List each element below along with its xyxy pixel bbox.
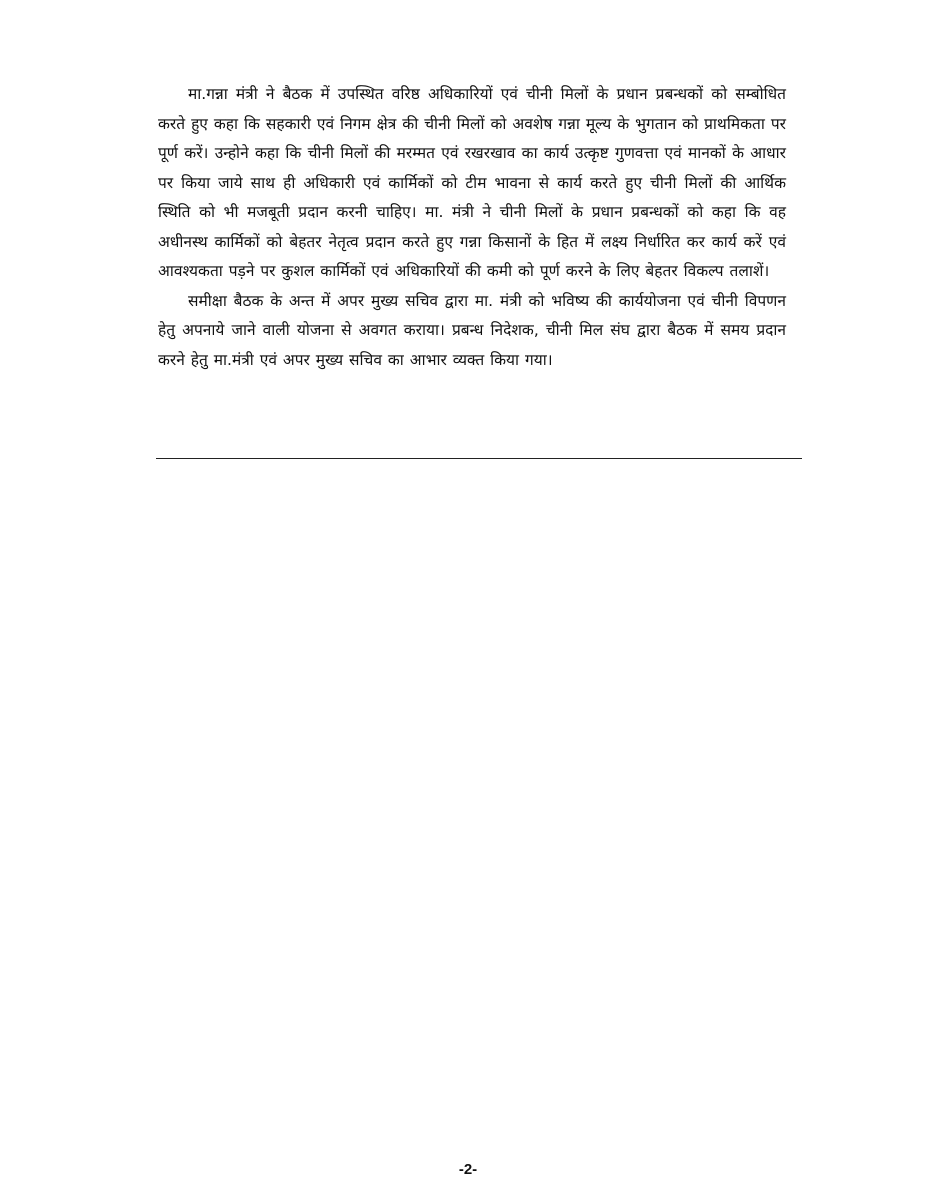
paragraph-minister-address: मा.गन्ना मंत्री ने बैठक में उपस्थित वरिष्ठ अधिकारियों एवं चीनी मिलों के प्रधान प्रबन्धकों को सम्बोधित करते हुए कहा कि सहकारी एवं निगम क्षेत्र की चीनी मिलों को अवशेष गन्ना मूल्य के भुगतान को प्राथमिकता पर पूर्ण करें। उन्होने कहा कि चीनी मिलों की मरम्मत एवं रखरखाव का कार्य उत्कृष्ट गुणवत्ता एवं मानकों के आधार पर किया जाये साथ ही अधिकारी एवं कार्मिकों को टीम भावना से कार्य करते हुए चीनी मिलों की आर्थिक स्थिति को भी मजबूती प्रदान करनी चाहिए। मा. मंत्री ने चीनी मिलों के प्रधान प्रबन्धकों को कहा कि वह अधीनस्थ कार्मिकों को बेहतर नेतृत्व प्रदान करते हुए गन्ना किसानों के हित में लक्ष्य निर्धारित कर कार्य करें एवं आवश्यकता पड़ने पर कुशल कार्मिकों एवं अधिकारियों की कमी को पूर्ण करने के लिए बेहतर विकल्प तलाशें। xyxy=(158,85,786,280)
paragraph-review-conclusion: समीक्षा बैठक के अन्त में अपर मुख्य सचिव द्वारा मा. मंत्री को भविष्य की कार्ययोजना एवं चीनी विपणन हेतु अपनाये जाने वाली योजना से अवगत कराया। प्रबन्ध निदेशक, चीनी मिल संघ द्वारा बैठक में समय प्रदान करने हेतु मा.मंत्री एवं अपर मुख्य सचिव का आभार व्यक्त किया गया। xyxy=(158,291,786,369)
page-number: -2- xyxy=(458,1161,478,1178)
horizontal-divider xyxy=(156,458,802,459)
document-body xyxy=(158,80,786,375)
